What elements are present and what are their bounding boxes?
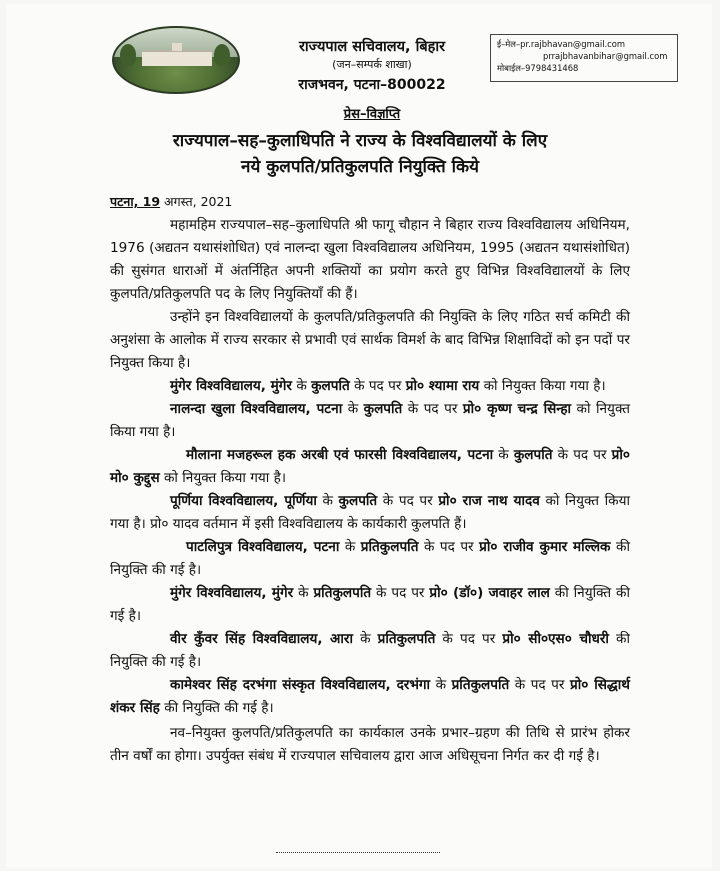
org-address: राजभवन, पटना–800022 xyxy=(298,77,446,93)
appointment-connector: के पद पर xyxy=(402,401,463,417)
headline-line-1: राज्यपाल–सह–कुलाधिपति ने राज्य के विश्वविद्यालयों के लिए xyxy=(172,131,548,151)
appointment-post: प्रतिकुलपति xyxy=(451,677,510,693)
org-subtitle: (जन–सम्पर्क शाखा) xyxy=(332,58,412,71)
appointment-connector: के पद पर xyxy=(371,585,430,601)
dateline-place: पटना, 19 xyxy=(110,194,161,209)
end-divider xyxy=(276,852,440,853)
appointment-person: प्रो० कृष्ण चन्द्र सिन्हा xyxy=(462,401,572,417)
appointment-post: कुलपति xyxy=(338,493,378,509)
appointment-person: प्रो० राज नाथ यादव xyxy=(438,493,540,509)
logo-tree-left xyxy=(120,44,136,66)
appointment-post: प्रतिकुलपति xyxy=(377,631,436,647)
appointment-university: वीर कुँवर सिंह विश्वविद्यालय, आरा xyxy=(170,631,354,647)
appointment-connector: के xyxy=(353,631,378,647)
appointment-paragraph xyxy=(110,582,630,628)
org-title: राज्यपाल सचिवालय, बिहार xyxy=(298,39,446,55)
appointment-connector: के पद पर xyxy=(509,677,570,693)
appointment-connector: के पद पर xyxy=(349,378,406,394)
appointment-post: प्रतिकुलपति xyxy=(360,539,419,555)
appointment-connector: के xyxy=(292,378,312,394)
paragraph-search-committee: उन्होंने इन विश्वविद्यालयों के कुलपति/प्रतिकुलपति की नियुक्ति के लिए गठित सर्च कमिटी की अनुशंसा के आलोक में राज्य सरकार से प्रभावी एवं सार्थक विमर्श के बाद विभिन्न शिक्षाविदों को इन पदों पर नियुक्त किया है। xyxy=(110,309,630,371)
appointment-paragraph xyxy=(110,375,630,398)
appointment-paragraph xyxy=(110,674,630,720)
appointment-university: मौलाना मजहरूल हक अरबी एवं फारसी विश्वविद्यालय, पटना xyxy=(186,447,494,463)
press-label-text: प्रेस–विज्ञप्ति xyxy=(343,107,401,122)
appointment-person: प्रो० राजीव कुमार मल्लिक xyxy=(479,539,611,555)
contact-email-1: ई–मेल–pr.rajbhavan@gmail.com xyxy=(497,39,626,49)
appointment-connector: के पद पर xyxy=(435,631,503,647)
appointment-university: पूर्णिया विश्वविद्यालय, पूर्णिया xyxy=(170,493,317,509)
press-label xyxy=(260,104,484,122)
appointment-ending: की नियुक्ति की गई है। xyxy=(110,631,631,670)
contact-email-2: prrajbhavanbihar@gmail.com xyxy=(543,51,668,61)
appointment-ending: को नियुक्त किया गया है। xyxy=(110,401,630,440)
appointment-ending: की नियुक्ति की गई है। xyxy=(159,700,274,716)
appointment-ending: को नियुक्त किया गया है। xyxy=(159,470,287,486)
appointment-connector: के xyxy=(316,493,339,509)
appointment-connector: के पद पर xyxy=(377,493,439,509)
appointment-university: नालन्दा खुला विश्वविद्यालय, पटना xyxy=(170,401,343,417)
appointment-post: कुलपति xyxy=(363,401,403,417)
logo-building xyxy=(142,50,212,66)
appointment-connector: के xyxy=(293,585,314,601)
appointment-paragraph xyxy=(110,490,630,536)
appointment-university: मुंगेर विश्वविद्यालय, मुंगेर xyxy=(170,378,292,394)
contact-mobile: मोबाईल–9798431468 xyxy=(497,63,579,73)
appointment-connector: के xyxy=(339,539,361,555)
paragraph-intro: महामहिम राज्यपाल–सह–कुलाधिपति श्री फागू चौहान ने बिहार राज्य विश्वविद्यालय अधिनियम, 1976 (अद्यतन यथासंशोधित) एवं नालन्दा खुला विश्वविद्यालय अधिनियम, 1995 (अद्यतन यथासंशोधित) की सुसंगत धाराओं में अंतर्निहित अपनी शक्तियों का प्रयोग करते हुए विभिन्न विश्वविद्यालयों के लिए कुलपति/प्रतिकुलपति पद के लिए नियुक्तियाँ की हैं। xyxy=(110,217,630,302)
appointment-ending: की नियुक्ति की गई है। xyxy=(110,539,630,578)
appointment-university: मुंगेर विश्वविद्यालय, मुंगेर xyxy=(170,585,294,601)
appointment-ending: को नियुक्त किया गया है। xyxy=(479,378,606,394)
appointment-person: प्रो० (डॉ०) जवाहर लाल xyxy=(429,585,550,601)
appointment-person: प्रो० सिद्धार्थ शंकर सिंह xyxy=(110,677,630,716)
appointment-ending: की नियुक्ति की गई है। xyxy=(110,585,631,624)
appointment-connector: के पद पर xyxy=(552,447,612,463)
paragraph-tenure: नव–नियुक्त कुलपति/प्रतिकुलपति का कार्यकाल उनके प्रभार–ग्रहण की तिथि से प्रारंभ होकर तीन वर्षों का होगा। उपर्युक्त संबंध में राज्यपाल सचिवालय द्वारा आज अधिसूचना निर्गत कर दी गई है। xyxy=(110,725,630,764)
raj-bhavan-logo-image xyxy=(112,26,240,94)
dateline xyxy=(110,193,232,210)
appointment-ending: को नियुक्त किया गया है। प्रो० यादव वर्तमान में इसी विश्वविद्यालय के कार्यकारी कुलपति हैं। xyxy=(110,493,630,532)
appointment-paragraph xyxy=(110,398,630,444)
appointment-post: कुलपति xyxy=(513,447,553,463)
appointment-connector: के xyxy=(430,677,452,693)
appointment-post: प्रतिकुलपति xyxy=(313,585,372,601)
release-body xyxy=(110,214,630,768)
appointment-university: कामेश्वर सिंह दरभंगा संस्कृत विश्वविद्यालय, दरभंगा xyxy=(170,677,431,693)
logo-tree-right xyxy=(214,44,230,66)
dateline-date: अगस्त, 2021 xyxy=(160,194,233,209)
appointment-paragraph xyxy=(110,444,630,490)
appointment-paragraph xyxy=(110,536,630,582)
appointment-person: प्रो० श्यामा राय xyxy=(405,378,480,394)
headline-line-2: नये कुलपति/प्रतिकुलपति नियुक्ति किये xyxy=(241,157,479,177)
appointment-person: प्रो० मो० कुद्दुस xyxy=(110,447,630,486)
appointment-connector: के पद पर xyxy=(418,539,480,555)
contact-box xyxy=(490,34,678,82)
appointment-post: कुलपति xyxy=(311,378,350,394)
appointment-paragraph xyxy=(110,628,630,674)
appointment-person: प्रो० सी०एस० चौधरी xyxy=(502,631,609,647)
appointment-connector: के xyxy=(342,401,364,417)
appointment-connector: के xyxy=(493,447,514,463)
appointment-university: पाटलिपुत्र विश्वविद्यालय, पटना xyxy=(186,539,340,555)
